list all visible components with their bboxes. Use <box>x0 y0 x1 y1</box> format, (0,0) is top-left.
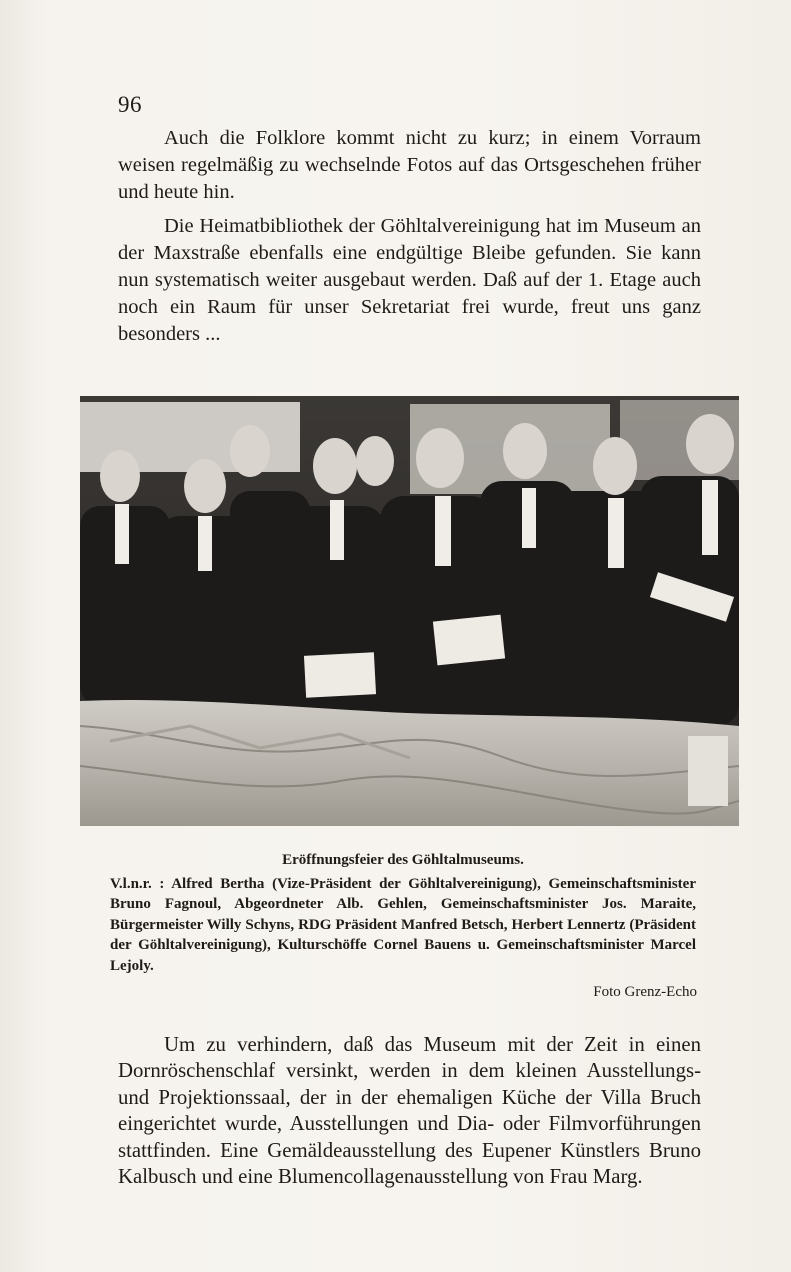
bottom-text-block <box>118 1032 701 1190</box>
paragraph-folklore: Auch die Folklore kommt nicht zu kurz; in einem Vorraum weisen regelmäßig zu wechselnde Fotos auf das Ortsgeschehen früher und heute hin. <box>118 127 701 203</box>
top-text-block <box>118 125 701 347</box>
photo-illustration <box>80 396 739 826</box>
paragraph-dornroeschen: Um zu verhindern, daß das Museum mit der Zeit in einen Dornröschenschlaf versinkt, werden in dem kleinen Ausstellungs- und Projektionssaal, der in der ehemaligen Küche der Villa Bruch eingerichtet wurde, Ausstellungen und Dia- oder Filmvorführungen stattfinden. Eine Gemäldeausstellung des Eupener Künstlers Bruno Kalbusch und eine Blumencollagenausstellung von Frau Marg. <box>118 1033 701 1189</box>
photo-credit: Foto Grenz-Echo <box>593 984 697 1000</box>
caption-title: Eröffnungsfeier des Göhltalmuseums. <box>282 852 524 868</box>
caption-body: V.l.n.r. : Alfred Bertha (Vize-Präsident der Göhltalvereinigung), Gemeinschaftsminister Bruno Fagnoul, Abgeordneter Alb. Gehlen, Gemeinschaftsminister Jos. Maraite, Bürgermeister Willy Schyns, RDG Präsident Manfred Betsch, Herbert Lennertz (Präsident der Göhltalvereinigung), Kulturschöffe Cornel Bauens u. Gemeinschaftsminister Marcel Lejoly. <box>110 875 696 974</box>
page-number: 96 <box>118 92 142 117</box>
paragraph-heimatbibliothek: Die Heimatbibliothek der Göhltalvereinigung hat im Museum an der Maxstraße ebenfalls eine endgültige Bleibe gefunden. Sie kann nun systematisch weiter ausgebaut werden. Daß auf der 1. Etage auch noch ein Raum für unser Sekretariat frei wurde, freut uns ganz besonders ... <box>118 215 701 345</box>
photo-caption <box>110 850 696 977</box>
museum-opening-photo <box>80 396 739 826</box>
